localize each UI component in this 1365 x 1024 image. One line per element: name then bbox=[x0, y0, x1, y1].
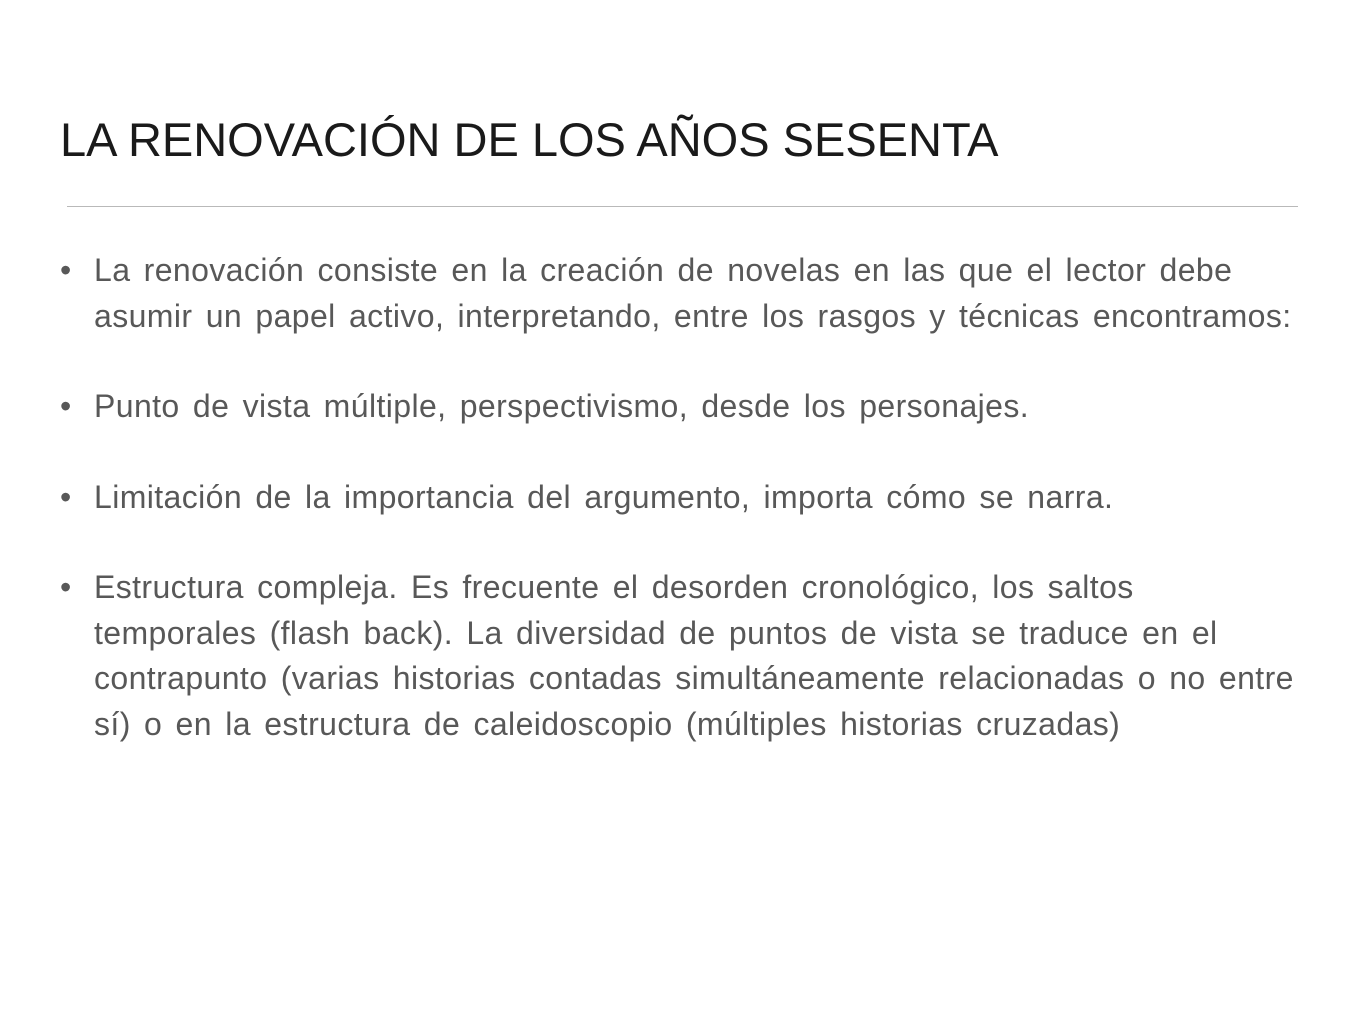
bullet-dot-icon: • bbox=[60, 252, 72, 288]
bullet-dot-icon: • bbox=[60, 478, 72, 515]
bullet-text: Limitación de la importancia del argumento, importa cómo se narra. bbox=[94, 478, 1114, 515]
bullet-list bbox=[60, 248, 1300, 747]
bullet-dot-icon: • bbox=[60, 388, 72, 424]
bullet-item bbox=[60, 384, 1300, 430]
bullet-text: La renovación consiste en la creación de novelas en las que el lector debe asumir un papel activo, interpretando, entre los rasgos y técnicas encontramos: bbox=[94, 252, 1292, 334]
bullet-text: Estructura compleja. Es frecuente el desorden cronológico, los saltos temporales (flash back). La diversidad de puntos de vista se traduce en el contrapunto (varias historias contadas simultáneamente relacionadas o no entre sí) o en la estructura de caleidoscopio (múltiples historias cruzadas) bbox=[94, 569, 1294, 742]
bullet-dot-icon: • bbox=[60, 569, 72, 605]
bullet-text: Punto de vista múltiple, perspectivismo, desde los personajes. bbox=[94, 388, 1030, 424]
slide-title: LA RENOVACIÓN DE LOS AÑOS SESENTA bbox=[60, 113, 999, 166]
bullet-item bbox=[60, 475, 1300, 521]
bullet-item bbox=[60, 248, 1300, 339]
bullet-item bbox=[60, 565, 1300, 747]
title-divider bbox=[67, 206, 1298, 207]
